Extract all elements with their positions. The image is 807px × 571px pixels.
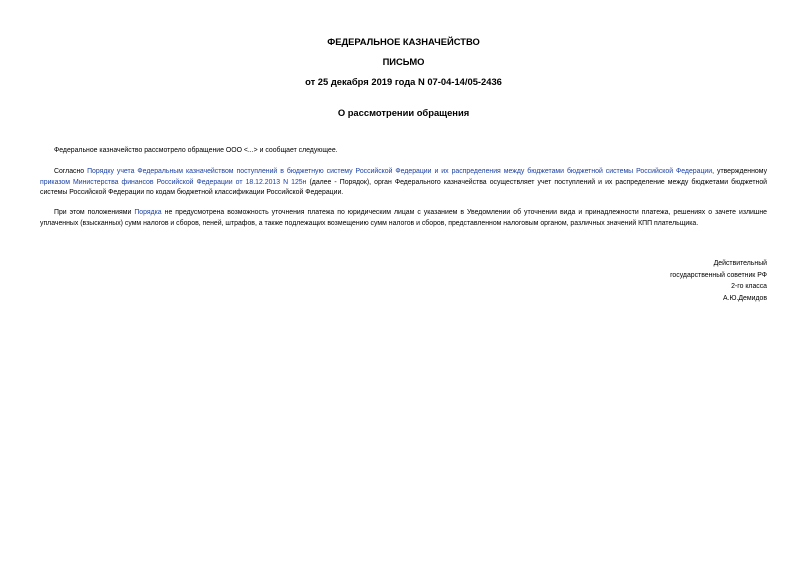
signature-title-line-2: государственный советник РФ	[670, 271, 767, 279]
order-link[interactable]: Порядку учета Федеральным казначейством поступлений в бюджетную систему Российской Федерации и их распределения между бюджетами бюджетной системы Российской Федерации	[87, 168, 713, 175]
signature-title-line-3: 2-го класса	[731, 283, 767, 290]
signature-name: А.Ю.Демидов	[723, 294, 767, 302]
ministry-order-link[interactable]: приказом Министерства финансов Российской Федерации от 18.12.2013 N 125н	[40, 178, 307, 186]
signature-title-line-1: Действительный	[713, 260, 767, 267]
paragraph-1-text: Федеральное казначейство рассмотрело обращение ООО <...> и сообщает следующее.	[54, 147, 338, 154]
document-subject: О рассмотрении обращения	[337, 107, 470, 118]
organization-title: ФЕДЕРАЛЬНОЕ КАЗНАЧЕЙСТВО	[327, 36, 480, 47]
paragraph-2-text-b: , утвержденному	[712, 168, 768, 175]
paragraph-2-text-a: Согласно	[54, 168, 88, 175]
document-type: ПИСЬМО	[382, 56, 425, 67]
document-date-number: от 25 декабря 2019 года N 07-04-14/05-2436	[305, 76, 502, 87]
paragraph-2	[40, 167, 767, 199]
paragraph-3-text-b: не предусмотрена возможность уточнения платежа по юридическим лицам с указанием в Уведомлении об уточнении вида и принадлежности платежа, решениях о зачете излишне уплаченных (взысканных) сумм налогов и сборов, пеней, штрафов, а также подлежащих возмещению сумм налогов и сборов, представленном налоговым органом, различных значений КПП плательщика.	[40, 209, 767, 227]
paragraph-3	[40, 208, 767, 229]
paragraph-2-text-c: (далее - Порядок), орган Федерального казначейства осуществляет учет поступлений и их распределение между бюджетами бюджетной системы Российской Федерации по кодам бюджетной классификации Российской Федерации.	[40, 178, 768, 196]
paragraph-3-text-a: При этом положениями	[54, 209, 135, 216]
paragraph-1	[40, 146, 767, 157]
signature-block	[670, 258, 767, 304]
procedure-link[interactable]: Порядка	[134, 209, 162, 216]
